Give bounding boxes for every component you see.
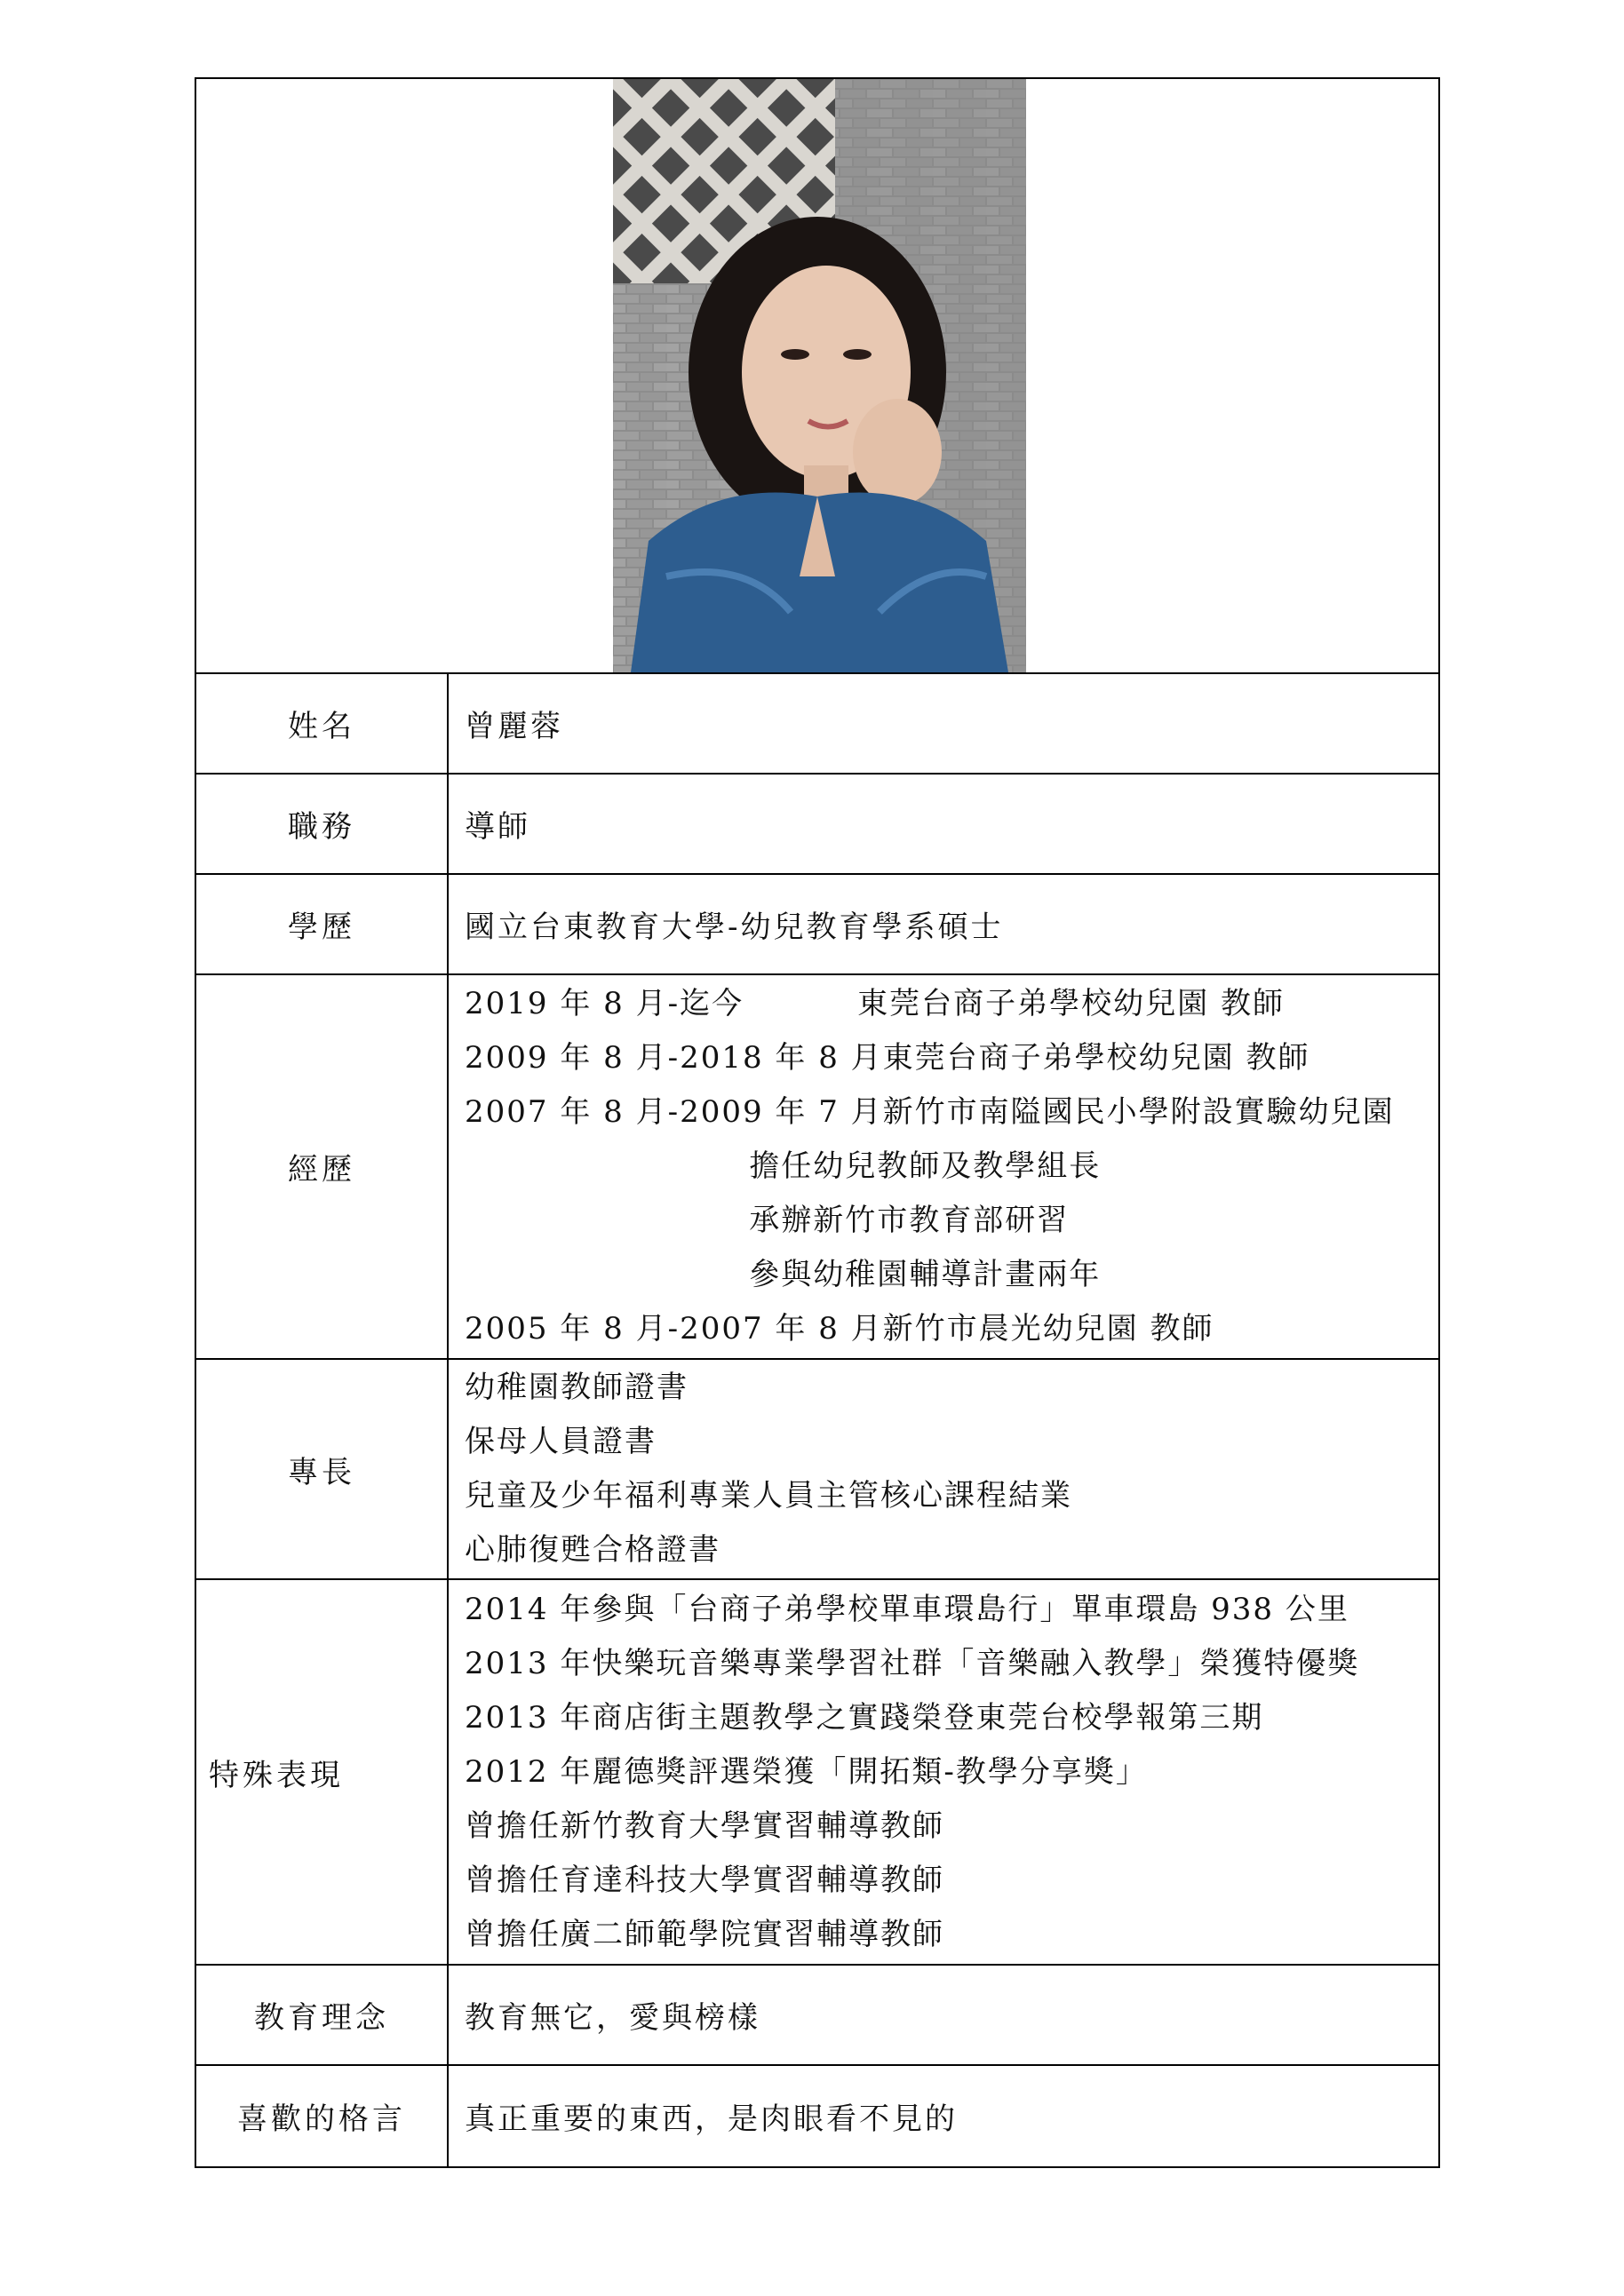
label-name: 姓名 [196, 674, 449, 773]
experience-line: 擔任幼兒教師及教學組長 [465, 1148, 1102, 1184]
value-name-cell [449, 674, 1438, 773]
experience-line: 2005 年 8 月-2007 年 8 月新竹市晨光幼兒園 教師 [465, 1311, 1214, 1347]
achievement-line: 曾擔任廣二師範學院實習輔導教師 [465, 1916, 944, 1952]
achievement-line: 2014 年參與「台商子弟學校單車環島行」單車環島 938 公里 [465, 1591, 1349, 1627]
row-philosophy [196, 1966, 1438, 2066]
value-motto: 真正重要的東西，是肉眼看不見的 [465, 2101, 958, 2137]
value-achievements-cell [449, 1580, 1438, 1964]
label-specialty: 專長 [196, 1360, 449, 1578]
value-position: 導師 [465, 809, 530, 845]
row-name [196, 674, 1438, 775]
value-name: 曾麗蓉 [465, 709, 563, 744]
value-specialty-cell [449, 1360, 1438, 1578]
label-position: 職務 [196, 775, 449, 873]
row-experience [196, 975, 1438, 1360]
specialty-line: 保母人員證書 [465, 1424, 657, 1459]
label-achievements: 特殊表現 [196, 1580, 449, 1964]
experience-line: 承辦新竹市教育部研習 [465, 1203, 1070, 1238]
achievement-line: 2013 年快樂玩音樂專業學習社群「音樂融入教學」榮獲特優獎 [465, 1645, 1360, 1681]
value-education: 國立台東教育大學-幼兒教育學系碩士 [465, 910, 1004, 945]
achievement-line: 2013 年商店街主題教學之實踐榮登東莞台校學報第三期 [465, 1699, 1264, 1736]
experience-line: 2019 年 8 月-迄今 東莞台商子弟學校幼兒園 教師 [465, 986, 1285, 1021]
profile-table [195, 77, 1440, 2168]
value-position-cell [449, 775, 1438, 873]
experience-line: 參與幼稚園輔導計畫兩年 [465, 1257, 1102, 1292]
photo-illustration [613, 79, 1026, 672]
specialty-line: 幼稚園教師證書 [465, 1370, 689, 1405]
achievement-line: 曾擔任新竹教育大學實習輔導教師 [465, 1807, 944, 1844]
value-philosophy: 教育無它，愛與榜樣 [465, 2000, 760, 2036]
value-education-cell [449, 875, 1438, 973]
specialty-line: 心肺復甦合格證書 [465, 1532, 720, 1568]
achievement-line: 2012 年麗德獎評選榮獲「開拓類-教學分享獎」 [465, 1753, 1148, 1790]
photo-row [196, 79, 1438, 674]
teacher-photo [613, 79, 1026, 672]
row-education [196, 875, 1438, 975]
label-motto: 喜歡的格言 [196, 2066, 449, 2166]
achievement-line: 曾擔任育達科技大學實習輔導教師 [465, 1862, 944, 1898]
row-motto [196, 2066, 1438, 2166]
value-motto-cell [449, 2066, 1438, 2166]
row-achievements [196, 1580, 1438, 1966]
label-education: 學歷 [196, 875, 449, 973]
experience-line: 2007 年 8 月-2009 年 7 月新竹市南隘國民小學附設實驗幼兒園 [465, 1094, 1395, 1130]
row-specialty [196, 1360, 1438, 1580]
row-position [196, 775, 1438, 875]
value-philosophy-cell [449, 1966, 1438, 2064]
label-philosophy: 教育理念 [196, 1966, 449, 2064]
value-experience-cell [449, 975, 1438, 1358]
experience-line: 2009 年 8 月-2018 年 8 月東莞台商子弟學校幼兒園 教師 [465, 1040, 1310, 1076]
label-experience: 經歷 [196, 975, 449, 1358]
specialty-line: 兒童及少年福利專業人員主管核心課程結業 [465, 1478, 1072, 1513]
